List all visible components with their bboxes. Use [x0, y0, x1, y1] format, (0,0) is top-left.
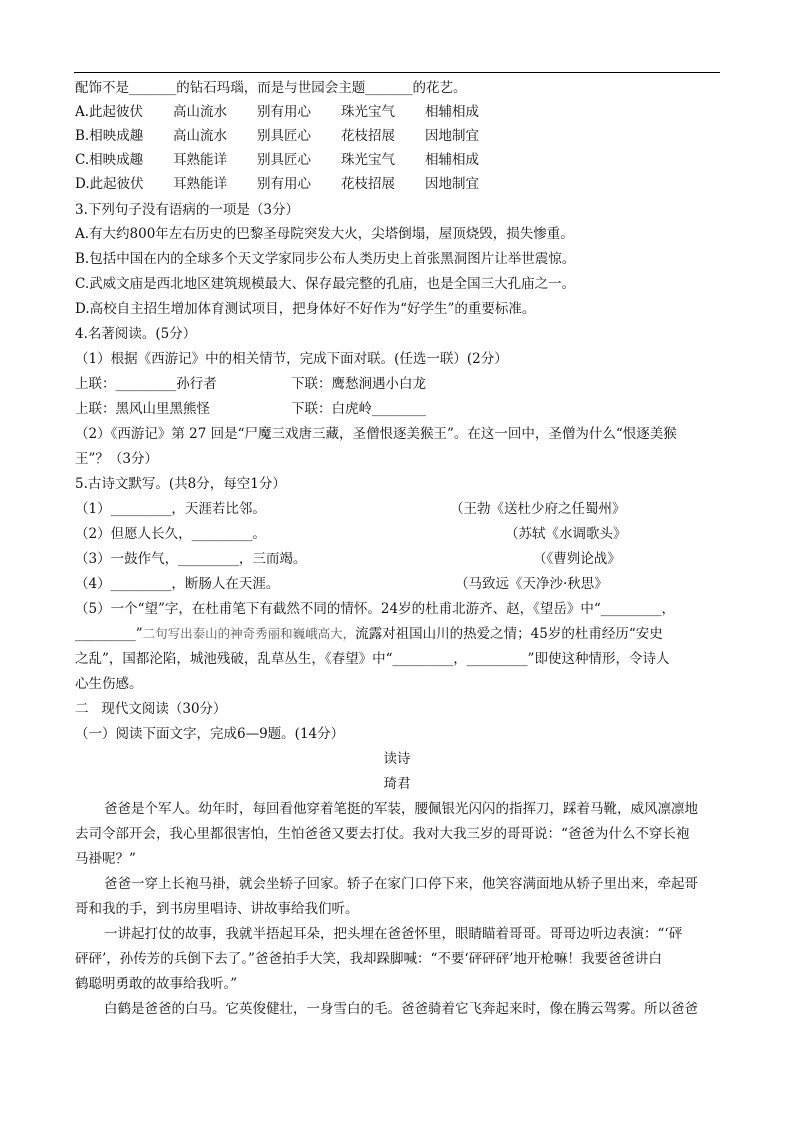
q5-item-4 — [75, 572, 715, 596]
q2-option-c — [75, 148, 715, 172]
couplet-lower: 下联：鹰愁涧遇小白龙 — [291, 376, 426, 392]
para3-line1: 一讲起打仗的故事，我就半捂起耳朵，把头埋在爸爸怀里，眼睛瞄着哥哥。哥哥边听边表演：“‘砰 — [104, 926, 683, 942]
option-word-1: 耳熟能详 — [173, 152, 227, 168]
gray-note: 二句写出泰山的神奇秀丽和巍峨高大， — [142, 626, 356, 641]
option-label: C.相映成趣 — [75, 152, 144, 168]
q5-p5-line1: （5）一个“望”字，在杜甫笔下有截然不同的情怀。24岁的杜甫北游齐、赵，《望岳》中“_________， — [75, 601, 675, 617]
para2-line2: 哥和我的手，到书房里唱诗、讲故事给我们听。 — [75, 901, 359, 917]
couplet-lower: 下联：白虎岭________ — [291, 401, 426, 417]
option-word-2: 别具匠心 — [257, 128, 311, 144]
recite-source: （苏轼《水调歌头》 — [505, 526, 627, 542]
option-word-4: 因地制宜 — [425, 176, 479, 192]
q2-option-a — [75, 100, 715, 124]
article-title: 读诗 — [383, 751, 411, 767]
option-word-3: 花枝招展 — [341, 176, 395, 192]
q2-option-b — [75, 124, 715, 148]
option-label: A.此起彼伏 — [75, 104, 144, 120]
blank-quote: _________” — [75, 626, 143, 642]
para3-line2: 砰砰’，孙传芳的兵倒下去了。”爸爸拍手大笑，我却跺脚喊：“不要‘砰砰砰’地开枪嘛！我要爸爸讲白 — [75, 951, 662, 967]
q5-item-2 — [75, 522, 715, 546]
couplet-upper: 上联：黑风山里黑熊怪 — [75, 401, 210, 417]
option-word-2: 别有用心 — [257, 176, 311, 192]
option-word-1: 高山流水 — [173, 128, 227, 144]
q4-sub1: （1）根据《西游记》中的相关情节，完成下面对联。(任选一联）(2分） — [75, 351, 508, 367]
option-label: B.相映成趣 — [75, 128, 144, 144]
q3-option-b: B.包括中国在内的全球多个天文学家同步公布人类历史上首张黑洞图片让举世震惊。 — [75, 251, 576, 267]
recite-blank: （3）一鼓作气，_________，三而竭。 — [75, 551, 307, 567]
p5-continuation: 流露对祖国山川的热爱之情；45岁的杜甫经历“安史 — [355, 626, 663, 642]
section2-sub: （一）阅读下面文字，完成6—9题。(14分） — [75, 726, 345, 742]
recite-source: （《曹刿论战》 — [533, 551, 621, 567]
para1-line2: 去司令部开会，我心里都很害怕，生怕爸爸又要去打仗。我对大我三岁的哥哥说：“爸爸为什么不穿长袍 — [75, 826, 690, 842]
option-word-4: 相辅相成 — [425, 152, 479, 168]
couplet-row-2 — [75, 397, 715, 421]
para1-line1: 爸爸是个军人。幼年时，每回看他穿着笔挺的军装，腰佩银光闪闪的指挥刀，踩着马靴，威风凛凛地 — [104, 801, 698, 817]
q5-item-1 — [75, 497, 715, 521]
article-author: 琦君 — [383, 776, 411, 792]
couplet-row-1 — [75, 372, 715, 396]
para3-line3: 鹤聪明勇敢的故事给我听。” — [75, 976, 238, 992]
option-word-1: 高山流水 — [173, 104, 227, 120]
recite-source: （马致远《天净沙·秋思》 — [455, 576, 608, 592]
q4-sub2-line1: （2）《西游记》第 27 回是“尸魔三戏唐三藏，圣僧恨逐美猴王”。在这一回中，圣僧为什么“恨逐美猴 — [75, 426, 677, 442]
recite-blank: （4）_________，断肠人在天涯。 — [75, 576, 280, 592]
para4-line1: 白鹤是爸爸的白马。它英俊健壮，一身雪白的毛。爸爸骑着它飞奔起来时，像在腾云驾雾。所以爸爸 — [104, 1001, 698, 1017]
para2-line1: 爸爸一穿上长袍马褂，就会坐轿子回家。轿子在家门口停下来，他笑容满面地从轿子里出来，牵起哥 — [104, 876, 698, 892]
q2-stem: 配饰不是_______的钻石玛瑙，而是与世园会主题_______的花艺。 — [75, 80, 467, 96]
q3-option-d: D.高校自主招生增加体育测试项目，把身体好不好作为“好学生”的重要标准。 — [75, 301, 536, 317]
q5-item-3 — [75, 547, 715, 571]
option-word-4: 相辅相成 — [425, 104, 479, 120]
option-word-3: 珠光宝气 — [341, 152, 395, 168]
q3-option-c: C.武威文庙是西北地区建筑规模最大、保存最完整的孔庙，也是全国三大孔庙之一。 — [75, 276, 576, 292]
q5-p5-line2 — [75, 622, 663, 646]
option-word-2: 别有用心 — [257, 104, 311, 120]
option-word-2: 别具匠心 — [257, 152, 311, 168]
option-word-3: 花枝招展 — [341, 128, 395, 144]
option-word-1: 耳熟能详 — [173, 176, 227, 192]
q5-p5-line3: 之乱”，国都沦陷，城池残破，乱草丛生，《春望》中“_________，_________”即使这种情形，令诗人 — [75, 651, 670, 667]
q2-option-d — [75, 172, 715, 196]
recite-source: （王勃《送杜少府之任蜀州》 — [450, 501, 626, 517]
para1-line3: 马褂呢？” — [75, 851, 136, 867]
option-label: D.此起彼伏 — [75, 176, 144, 192]
couplet-upper: 上联：_________孙行者 — [75, 376, 217, 392]
q5-p5-line4: 心生伤感。 — [75, 676, 143, 692]
q4-sub2-line2: 王”？（3分） — [75, 451, 158, 467]
section2-title: 二 现代文阅读（30分） — [75, 701, 227, 717]
q3-option-a: A.有大约800年左右历史的巴黎圣母院突发大火，尖塔倒塌，屋顶烧毁，损失惨重。 — [75, 226, 574, 242]
q3-title: 3.下列句子没有语病的一项是（3分） — [75, 202, 299, 218]
option-word-3: 珠光宝气 — [341, 104, 395, 120]
q5-title: 5.古诗文默写。(共8分，每空1分） — [75, 476, 286, 492]
header-rule — [74, 72, 720, 73]
option-word-4: 因地制宜 — [425, 128, 479, 144]
recite-blank: （2）但愿人长久，_________。 — [75, 526, 266, 542]
recite-blank: （1）_________，天涯若比邻。 — [75, 501, 266, 517]
q4-title: 4.名著阅读。(5分） — [75, 326, 197, 342]
